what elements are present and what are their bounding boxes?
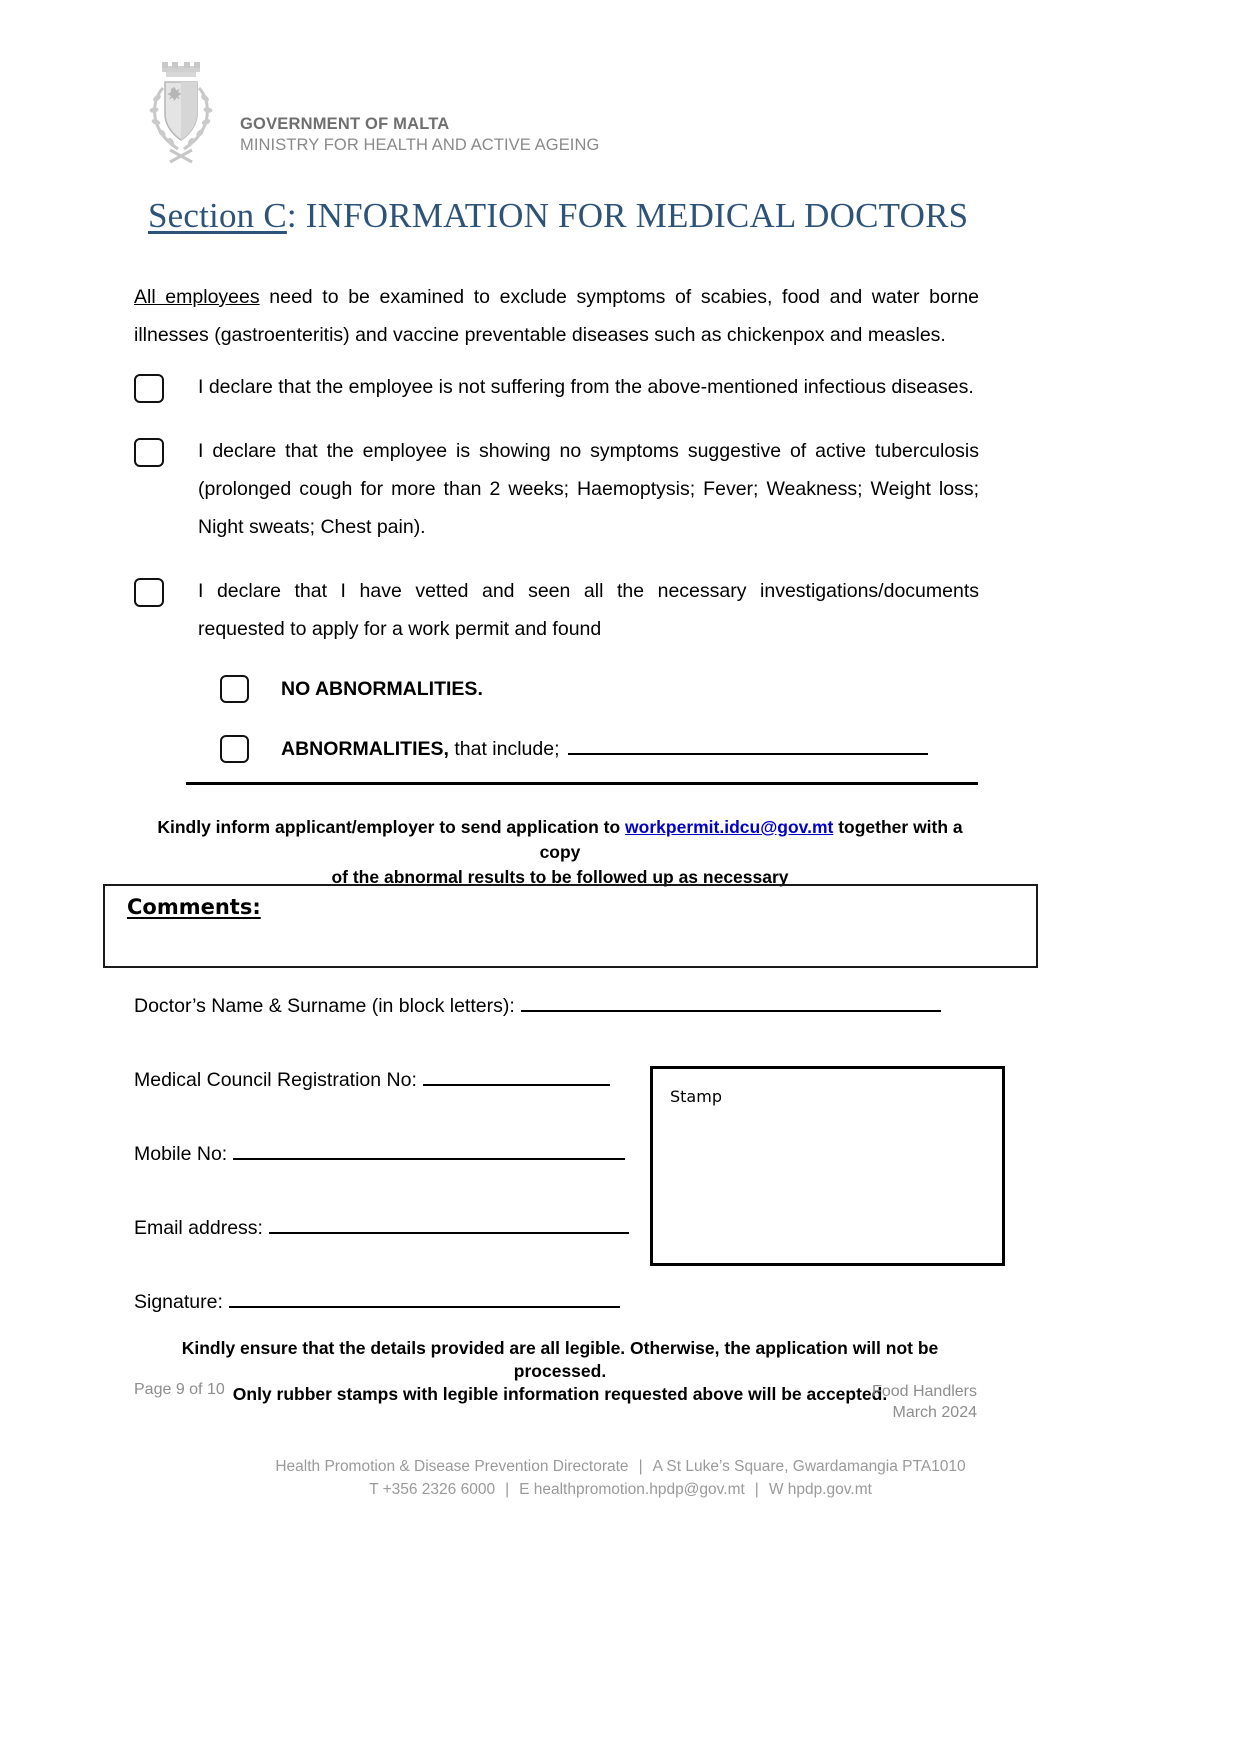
legibility-notice-line1: Kindly ensure that the details provided are all legible. Otherwise, the application will not be processed.: [181, 1338, 939, 1381]
finding-row-abnormalities[interactable]: [220, 730, 979, 768]
intro-rest: need to be examined to exclude symptoms of scabies, food and water borne illnesses (gastroenteritis) and vaccine preventable diseases such as chickenpox and measles.: [134, 286, 980, 346]
kindly-inform-line2: of the abnormal results to be followed up as necessary: [331, 867, 789, 887]
no-abnormalities-text: NO ABNORMALITIES.: [281, 678, 483, 700]
medical-council-reg-input-line[interactable]: [423, 1069, 610, 1086]
directorate-name: Health Promotion & Disease Prevention Directorate: [275, 1458, 629, 1475]
email-address-label: Email address:: [134, 1217, 263, 1239]
contact-footer: [0, 1455, 1241, 1501]
checkbox-no-infectious-disease[interactable]: [134, 374, 164, 403]
stamp-box[interactable]: [650, 1066, 1005, 1266]
medical-council-reg-label: Medical Council Registration No:: [134, 1069, 417, 1091]
abnormalities-text: ABNORMALITIES,: [281, 738, 449, 760]
document-header: [140, 58, 599, 168]
contact-website: W hpdp.gov.mt: [768, 1481, 872, 1498]
declaration-text-1: I declare that the employee is not suffering from the above-mentioned infectious diseases.: [198, 376, 974, 398]
doctor-name-row: [134, 995, 1034, 1069]
ministry-label: MINISTRY FOR HEALTH AND ACTIVE AGEING: [240, 136, 600, 154]
directorate-address: A St Luke’s Square, Gwardamangia PTA1010: [652, 1458, 966, 1475]
footer-separator-2: |: [505, 1481, 510, 1498]
contact-email: E healthpromotion.hpdp@gov.mt: [519, 1481, 745, 1498]
signature-input-line[interactable]: [229, 1291, 620, 1308]
document-name: Food Handlers: [872, 1383, 977, 1400]
document-date: March 2024: [892, 1404, 977, 1421]
no-abnormalities-label: [281, 670, 483, 708]
intro-underlined-phrase: All employees: [134, 286, 260, 308]
kindly-inform-before-link: Kindly inform applicant/employer to send application to: [157, 817, 626, 837]
page-title-rest: : INFORMATION FOR MEDICAL DOCTORS: [286, 196, 969, 235]
abnormalities-suffix: that include;: [448, 738, 560, 760]
comments-box[interactable]: [103, 884, 1038, 968]
malta-coat-of-arms-icon: [140, 58, 222, 168]
legibility-notice-line2: Only rubber stamps with legible information requested above will be accepted.: [232, 1384, 888, 1404]
comments-label: Comments:: [127, 895, 261, 919]
declaration-text-2: I declare that the employee is showing no symptoms suggestive of active tuberculosis (prolonged cough for more than 2 weeks; Haemoptysis; Fever; Weakness; Weight loss; Night sweats; Chest pain).: [198, 440, 979, 538]
kindly-inform-after-link: together with a copy: [539, 817, 963, 862]
workpermit-email-link[interactable]: workpermit.idcu@gov.mt: [625, 817, 834, 837]
abnormalities-label: [281, 730, 928, 768]
checkbox-no-tuberculosis[interactable]: [134, 438, 164, 467]
email-address-input-line[interactable]: [269, 1217, 629, 1234]
contact-footer-line1: [0, 1455, 1241, 1478]
doctor-name-label: Doctor’s Name & Surname (in block letters):: [134, 995, 515, 1017]
declaration-row-2[interactable]: [134, 432, 979, 546]
document-body: [134, 278, 979, 768]
page-number: Page 9 of 10: [134, 1381, 225, 1398]
checkbox-no-abnormalities[interactable]: [220, 675, 249, 703]
header-text-block: [240, 58, 599, 156]
footer-separator-1: |: [638, 1458, 643, 1475]
finding-row-no-abnormalities[interactable]: [220, 670, 979, 708]
abnormalities-continuation-line[interactable]: [186, 782, 978, 785]
contact-phone: T +356 2326 6000: [369, 1481, 496, 1498]
government-of-malta-label: GOVERNMENT OF MALTA: [240, 115, 450, 133]
stamp-label: Stamp: [670, 1087, 722, 1106]
checkbox-vetted-documents[interactable]: [134, 578, 164, 607]
doctor-name-input-line[interactable]: [521, 995, 941, 1012]
mobile-no-label: Mobile No:: [134, 1143, 228, 1165]
declaration-text-3: I declare that I have vetted and seen all the necessary investigations/documents requested to apply for a work permit and found: [198, 580, 979, 640]
abnormalities-input-line[interactable]: [568, 737, 928, 755]
document-reference: [872, 1381, 977, 1423]
contact-footer-line2: [0, 1478, 1241, 1501]
kindly-inform-notice: [140, 815, 980, 890]
page-title-section: Section C: [148, 196, 287, 235]
signature-label: Signature:: [134, 1291, 223, 1313]
intro-paragraph: [134, 278, 979, 354]
declaration-row-3[interactable]: [134, 572, 979, 648]
legibility-notice: [140, 1337, 980, 1406]
checkbox-abnormalities[interactable]: [220, 735, 249, 763]
footer-separator-3: |: [754, 1481, 759, 1498]
declaration-row-1[interactable]: [134, 368, 979, 406]
page-title: [148, 196, 1128, 236]
mobile-no-input-line[interactable]: [233, 1143, 625, 1160]
